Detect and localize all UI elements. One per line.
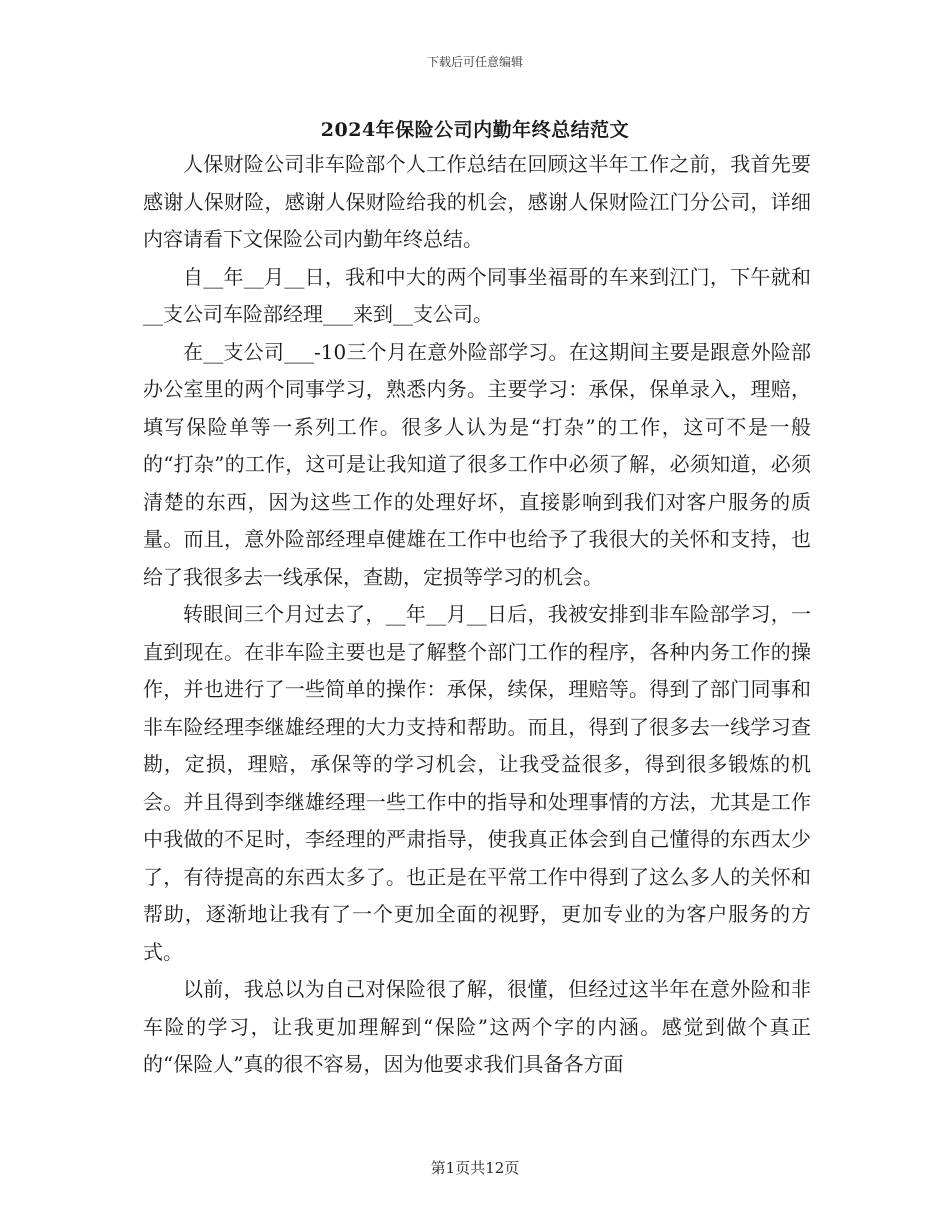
document-body bbox=[143, 146, 811, 1084]
header-note: 下载后可任意编辑 bbox=[426, 55, 523, 69]
paragraph-intro: 人保财险公司非车险部个人工作总结在回顾这半年工作之前，我首先要感谢人保财险，感谢人保财险给我的机会，感谢人保财险江门分公司，详细内容请看下文保险公司内勤年终总结。 bbox=[143, 152, 811, 251]
page-number-footer: 第1页共12页 bbox=[430, 1159, 520, 1177]
document-title: 2024年保险公司内勤年终总结范文 bbox=[320, 119, 630, 141]
paragraph-reflection: 以前，我总以为自己对保险很了解，很懂，但经过这半年在意外险和非车险的学习，让我更加理解到“保险”这两个字的内涵。感觉到做个真正的“保险人”真的很不容易，因为他要求我们具备各方面 bbox=[143, 977, 811, 1076]
paragraph-accident-dept: 在__支公司___-10三个月在意外险部学习。在这期间主要是跟意外险部办公室里的两个同事学习，熟悉内务。主要学习：承保，保单录入，理赔，填写保险单等一系列工作。很多人认为是“打杂”的工作，这可不是一般的“打杂”的工作，这可是让我知道了很多工作中必须了解，必须知道，必须清楚的东西，因为这些工作的处理好坏，直接影响到我们对客户服务的质量。而且，意外险部经理卓健雄在工作中也给予了我很大的关怀和支持，也给了我很多去一线承保，查勘，定损等学习的机会。 bbox=[143, 339, 811, 589]
paragraph-non-auto-dept: 转眼间三个月过去了，__年__月__日后，我被安排到非车险部学习，一直到现在。在非车险主要也是了解整个部门工作的程序，各种内务工作的操作，并也进行了一些简单的操作：承保，续保，理赔等。得到了部门同事和非车险经理李继雄经理的大力支持和帮助。而且，得到了很多去一线学习查勘，定损，理赔，承保等的学习机会，让我受益很多，得到很多锻炼的机会。并且得到李继雄经理一些工作中的指导和处理事情的方法，尤其是工作中我做的不足时，李经理的严肃指导，使我真正体会到自己懂得的东西太少了，有待提高的东西太多了。也正是在平常工作中得到了这么多人的关怀和帮助，逐渐地让我有了一个更加全面的视野，更加专业的为客户服务的方式。 bbox=[143, 602, 811, 964]
paragraph-arrival: 自__年__月__日，我和中大的两个同事坐福哥的车来到江门，下午就和__支公司车险部经理___来到__支公司。 bbox=[143, 264, 811, 326]
